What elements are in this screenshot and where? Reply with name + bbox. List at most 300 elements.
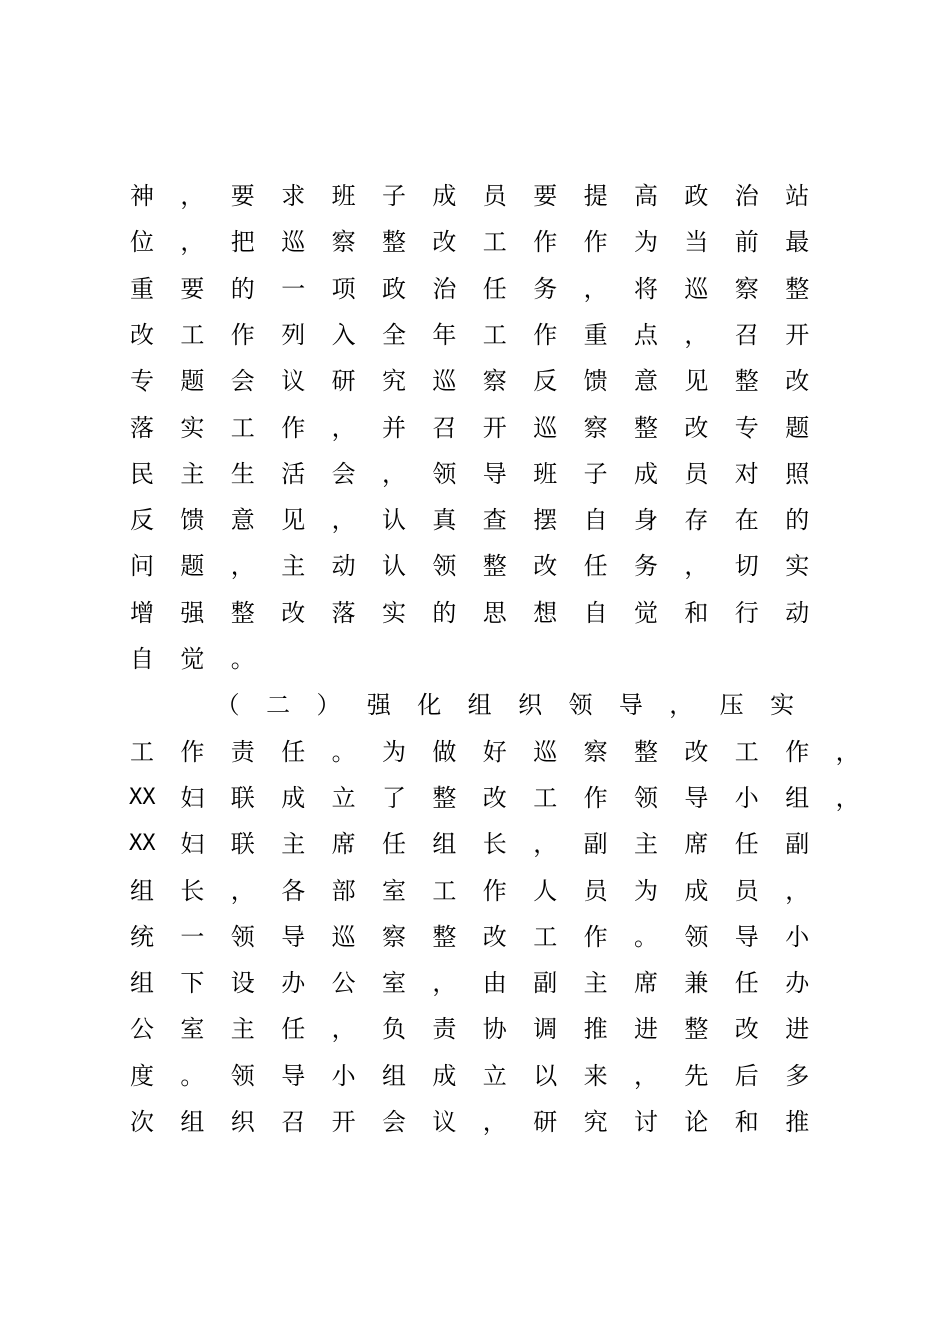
text-char: 兼: [684, 969, 709, 998]
text-char: 自: [583, 506, 608, 535]
text-char: 讨: [634, 1108, 658, 1136]
text-char: 列: [281, 320, 306, 349]
text-char: 协: [482, 1015, 507, 1044]
text-line: [0, 315, 950, 361]
text-char: ，: [180, 182, 205, 210]
text-char: 导: [618, 691, 643, 720]
text-char: 组: [130, 876, 154, 905]
text-char: 办: [785, 969, 810, 998]
text-char: 织: [230, 1108, 255, 1136]
text-char: ，: [180, 228, 205, 257]
text-char: 任: [281, 1015, 306, 1044]
text-char: 工: [432, 876, 457, 905]
text-char: 了: [382, 783, 406, 812]
text-char: 行: [734, 598, 759, 627]
text-char: 。: [634, 922, 658, 951]
text-char: 开: [331, 1108, 356, 1136]
text-char: 室: [382, 969, 406, 998]
text-char: 召: [281, 1108, 306, 1136]
text-char: 实: [382, 598, 406, 627]
text-char: 巡: [281, 228, 306, 257]
text-char: 当: [684, 228, 709, 257]
text-char: 想: [533, 598, 558, 627]
text-char: 认: [382, 552, 406, 581]
text-char: 工: [482, 320, 507, 349]
text-char: 身: [634, 506, 658, 535]
text-char: 强: [180, 598, 205, 627]
text-char: 将: [634, 274, 658, 303]
text-char: 和: [684, 598, 709, 627]
text-char: 以: [533, 1061, 558, 1090]
text-char: 巡: [331, 922, 356, 951]
text-char: 好: [482, 737, 507, 766]
text-char: 先: [684, 1061, 709, 1090]
text-char: 究: [583, 1108, 608, 1136]
text-char: 进: [634, 1015, 658, 1044]
text-char: 整: [482, 552, 507, 581]
text-char: 政: [382, 274, 406, 303]
text-char: 。: [230, 645, 255, 673]
text-char: 领: [230, 1061, 255, 1090]
text-char: 推: [785, 1108, 810, 1136]
text-char: 副: [583, 830, 608, 859]
text-char: 民: [130, 459, 154, 488]
text-char: 点: [634, 320, 658, 349]
text-char: 开: [482, 413, 507, 442]
text-line: [0, 454, 950, 500]
text-char: 任: [583, 552, 608, 581]
text-char: 改: [785, 367, 810, 396]
text-char: 联: [230, 783, 255, 812]
text-char: 领: [432, 552, 457, 581]
text-char: 小: [331, 1061, 356, 1090]
text-char: 作: [281, 413, 306, 442]
text-char: 作: [785, 737, 810, 766]
text-line: [0, 917, 950, 963]
text-char: 组: [130, 969, 154, 998]
text-char: 度: [130, 1061, 154, 1090]
text-char: 整: [382, 228, 406, 257]
text-char: ，: [331, 413, 356, 442]
text-char: 子: [382, 182, 406, 210]
text-char: 察: [734, 274, 759, 303]
text-char: 作: [533, 320, 558, 349]
text-line: [0, 639, 950, 685]
text-char: 的: [785, 506, 810, 535]
text-char: XX: [129, 831, 156, 857]
text-char: 改: [281, 598, 306, 627]
text-char: 题: [785, 413, 810, 442]
text-char: 真: [432, 506, 457, 535]
text-char: 导: [281, 922, 306, 951]
text-char: 摆: [533, 506, 558, 535]
text-char: 作: [533, 228, 558, 257]
text-char: 的: [230, 274, 255, 303]
text-char: 作: [583, 228, 608, 257]
text-char: 负: [382, 1015, 406, 1044]
text-char: 政: [684, 182, 709, 210]
text-char: 整: [684, 1015, 709, 1044]
text-char: 入: [331, 320, 356, 349]
text-char: 研: [331, 367, 356, 396]
text-char: 成: [684, 876, 709, 905]
text-char: 工: [533, 783, 558, 812]
text-char: 改: [482, 783, 507, 812]
text-char: 落: [331, 598, 356, 627]
text-char: 二: [266, 691, 291, 720]
text-char: 实: [785, 552, 810, 581]
text-char: 题: [180, 367, 205, 396]
text-char: 任: [734, 969, 759, 998]
text-char: 工: [533, 922, 558, 951]
text-char: 把: [230, 228, 255, 257]
text-char: 治: [734, 182, 759, 210]
text-char: 工: [482, 228, 507, 257]
text-char: 工: [734, 737, 759, 766]
text-char: 席: [684, 830, 709, 859]
text-char: 席: [331, 830, 356, 859]
text-char: ，: [432, 969, 457, 998]
text-char: 求: [281, 182, 306, 210]
text-char: 要: [533, 182, 558, 210]
text-char: 整: [634, 413, 658, 442]
text-line: [0, 963, 950, 1009]
text-char: 整: [634, 737, 658, 766]
text-char: 巡: [432, 367, 457, 396]
text-char: 议: [281, 367, 306, 396]
text-char: 自: [130, 645, 154, 673]
text-char: 班: [331, 182, 356, 210]
text-char: 作: [482, 876, 507, 905]
text-char: 人: [533, 876, 558, 905]
text-char: 办: [281, 969, 306, 998]
text-char: 存: [684, 506, 709, 535]
text-char: ，: [533, 830, 558, 859]
text-char: 题: [180, 552, 205, 581]
text-char: 高: [634, 182, 658, 210]
text-char: 究: [382, 367, 406, 396]
text-line: [0, 593, 950, 639]
text-char: 实: [180, 413, 205, 442]
text-char: 重: [130, 274, 154, 303]
text-line: [0, 824, 950, 870]
text-char: 部: [331, 876, 356, 905]
text-char: 进: [785, 1015, 810, 1044]
text-char: 来: [583, 1061, 608, 1090]
text-line: [0, 1009, 950, 1055]
text-line: [0, 871, 950, 917]
text-char: ，: [669, 691, 694, 720]
text-line: [0, 176, 950, 222]
text-char: 务: [533, 274, 558, 303]
text-line: [0, 222, 950, 268]
text-char: 议: [432, 1108, 457, 1136]
text-char: 联: [230, 830, 255, 859]
text-char: 室: [382, 876, 406, 905]
text-char: 改: [684, 413, 709, 442]
text-char: 。: [180, 1061, 205, 1090]
text-char: 导: [482, 459, 507, 488]
text-char: 作: [230, 320, 255, 349]
text-char: 落: [130, 413, 154, 442]
text-char: 和: [734, 1108, 759, 1136]
text-char: 研: [533, 1108, 558, 1136]
text-char: 主: [281, 830, 306, 859]
text-line: [0, 361, 950, 407]
text-char: 导: [684, 783, 709, 812]
text-char: 组: [467, 691, 492, 720]
text-char: （: [215, 691, 240, 720]
text-char: 改: [130, 320, 154, 349]
text-char: 设: [230, 969, 255, 998]
text-char: 班: [533, 459, 558, 488]
text-char: 实: [770, 691, 795, 720]
text-char: 一: [180, 922, 205, 951]
text-char: 任: [734, 830, 759, 859]
text-char: 长: [180, 876, 205, 905]
text-char: ，: [331, 1015, 356, 1044]
text-char: 长: [482, 830, 507, 859]
text-char: 作: [180, 737, 205, 766]
text-char: 化: [417, 691, 442, 720]
text-char: XX: [129, 784, 156, 810]
text-char: 公: [331, 969, 356, 998]
text-char: 照: [785, 459, 810, 488]
text-char: 织: [518, 691, 543, 720]
text-char: 导: [734, 922, 759, 951]
text-char: 推: [583, 1015, 608, 1044]
text-char: ，: [583, 274, 608, 303]
text-char: 为: [382, 737, 406, 766]
text-char: 整: [785, 274, 810, 303]
text-char: 思: [482, 598, 507, 627]
text-char: 工: [130, 737, 154, 766]
text-char: 一: [281, 274, 306, 303]
text-char: 会: [230, 367, 255, 396]
text-char: 增: [130, 598, 154, 627]
text-char: 小: [734, 783, 759, 812]
text-char: 领: [634, 783, 658, 812]
text-char: 活: [281, 459, 306, 488]
text-char: 意: [634, 367, 658, 396]
text-char: 主: [230, 1015, 255, 1044]
text-char: 作: [583, 922, 608, 951]
text-char: 立: [331, 783, 356, 812]
text-char: 专: [734, 413, 759, 442]
text-char: 神: [130, 182, 154, 210]
text-char: 改: [684, 737, 709, 766]
text-char: 位: [130, 228, 154, 257]
text-char: 察: [583, 413, 608, 442]
text-char: 对: [734, 459, 759, 488]
text-line: [0, 408, 950, 454]
text-char: 员: [482, 182, 507, 210]
text-char: 后: [734, 1061, 759, 1090]
text-char: 多: [785, 1061, 810, 1090]
text-line: [0, 778, 950, 824]
text-char: 压: [719, 691, 744, 720]
text-char: 组: [785, 783, 810, 812]
text-char: 务: [634, 552, 658, 581]
text-char: 巡: [533, 737, 558, 766]
text-char: 改: [482, 922, 507, 951]
text-char: 。: [331, 737, 356, 766]
text-char: 主: [583, 969, 608, 998]
text-char: 召: [432, 413, 457, 442]
text-char: 成: [634, 459, 658, 488]
text-char: 前: [734, 228, 759, 257]
text-char: 生: [230, 459, 255, 488]
text-char: 切: [734, 552, 759, 581]
text-char: 成: [432, 1061, 457, 1090]
text-char: 察: [382, 922, 406, 951]
text-char: ，: [382, 459, 406, 488]
text-char: 领: [684, 922, 709, 951]
text-char: 改: [734, 1015, 759, 1044]
text-char: 责: [230, 737, 255, 766]
text-char: 领: [432, 459, 457, 488]
text-char: 查: [482, 506, 507, 535]
text-char: 小: [785, 922, 810, 951]
text-char: 责: [432, 1015, 457, 1044]
text-char: 妇: [180, 783, 205, 812]
text-char: 在: [734, 506, 759, 535]
text-char: 成: [281, 783, 306, 812]
text-char: 整: [432, 783, 457, 812]
text-char: 动: [331, 552, 356, 581]
text-char: 副: [785, 830, 810, 859]
text-char: 组: [180, 1108, 205, 1136]
text-char: 各: [281, 876, 306, 905]
text-char: ，: [230, 552, 255, 581]
text-char: 强: [366, 691, 391, 720]
text-char: 全: [382, 320, 406, 349]
text-line: [0, 1102, 950, 1148]
text-char: ，: [331, 506, 356, 535]
text-char: 项: [331, 274, 356, 303]
text-char: 动: [785, 598, 810, 627]
text-char: 导: [281, 1061, 306, 1090]
text-char: 见: [684, 367, 709, 396]
text-char: 为: [634, 228, 658, 257]
text-char: 副: [533, 969, 558, 998]
text-char: 站: [785, 182, 810, 210]
text-char: 巡: [684, 274, 709, 303]
text-char: 要: [180, 274, 205, 303]
text-char: 意: [230, 506, 255, 535]
text-char: 员: [684, 459, 709, 488]
text-char: ）: [316, 691, 341, 720]
text-char: ，: [634, 1061, 658, 1090]
text-char: 察: [331, 228, 356, 257]
text-char: 员: [583, 876, 608, 905]
text-char: 组: [382, 1061, 406, 1090]
text-char: ，: [230, 876, 255, 905]
text-char: 问: [130, 552, 154, 581]
text-char: ，: [835, 737, 860, 766]
text-char: 次: [130, 1108, 154, 1136]
text-char: 专: [130, 367, 154, 396]
text-char: 室: [180, 1015, 205, 1044]
text-char: 组: [432, 830, 457, 859]
text-char: 妇: [180, 830, 205, 859]
text-line: [0, 685, 950, 731]
text-char: 主: [180, 459, 205, 488]
text-char: 年: [432, 320, 457, 349]
text-char: 反: [130, 506, 154, 535]
text-char: ，: [482, 1108, 507, 1136]
text-char: 反: [533, 367, 558, 396]
text-char: ，: [684, 552, 709, 581]
text-char: 觉: [180, 645, 205, 673]
text-char: 工: [230, 413, 255, 442]
text-char: 召: [734, 320, 759, 349]
text-char: 要: [230, 182, 255, 210]
text-char: 整: [230, 598, 255, 627]
text-char: 开: [785, 320, 810, 349]
text-char: 做: [432, 737, 457, 766]
text-char: 提: [583, 182, 608, 210]
text-line: [0, 269, 950, 315]
text-char: 见: [281, 506, 306, 535]
text-char: 调: [533, 1015, 558, 1044]
text-char: 立: [482, 1061, 507, 1090]
text-char: 成: [432, 182, 457, 210]
text-char: 察: [482, 367, 507, 396]
text-char: 为: [634, 876, 658, 905]
text-char: 自: [583, 598, 608, 627]
text-char: 工: [180, 320, 205, 349]
text-char: 馈: [583, 367, 608, 396]
text-char: 统: [130, 922, 154, 951]
text-char: ，: [684, 320, 709, 349]
text-char: 整: [432, 922, 457, 951]
text-char: ，: [835, 783, 860, 812]
text-char: 席: [634, 969, 658, 998]
text-char: 认: [382, 506, 406, 535]
text-char: 任: [281, 737, 306, 766]
text-char: 公: [130, 1015, 154, 1044]
text-char: 领: [568, 691, 593, 720]
text-char: 由: [482, 969, 507, 998]
text-char: 下: [180, 969, 205, 998]
text-char: 论: [684, 1108, 709, 1136]
text-char: 觉: [634, 598, 658, 627]
text-char: 并: [382, 413, 406, 442]
text-char: 最: [785, 228, 810, 257]
text-char: 会: [382, 1108, 406, 1136]
text-line: [0, 500, 950, 546]
text-char: 主: [281, 552, 306, 581]
text-char: 子: [583, 459, 608, 488]
text-char: 任: [382, 830, 406, 859]
text-char: 领: [230, 922, 255, 951]
text-char: 巡: [533, 413, 558, 442]
text-char: 整: [734, 367, 759, 396]
text-char: ，: [785, 876, 810, 905]
text-char: 治: [432, 274, 457, 303]
text-char: 察: [583, 737, 608, 766]
text-line: [0, 1056, 950, 1102]
text-char: 作: [583, 783, 608, 812]
text-char: 的: [432, 598, 457, 627]
text-line: [0, 546, 950, 592]
text-char: 会: [331, 459, 356, 488]
text-char: 改: [533, 552, 558, 581]
text-char: 员: [734, 876, 759, 905]
text-char: 馈: [180, 506, 205, 535]
text-char: 改: [432, 228, 457, 257]
